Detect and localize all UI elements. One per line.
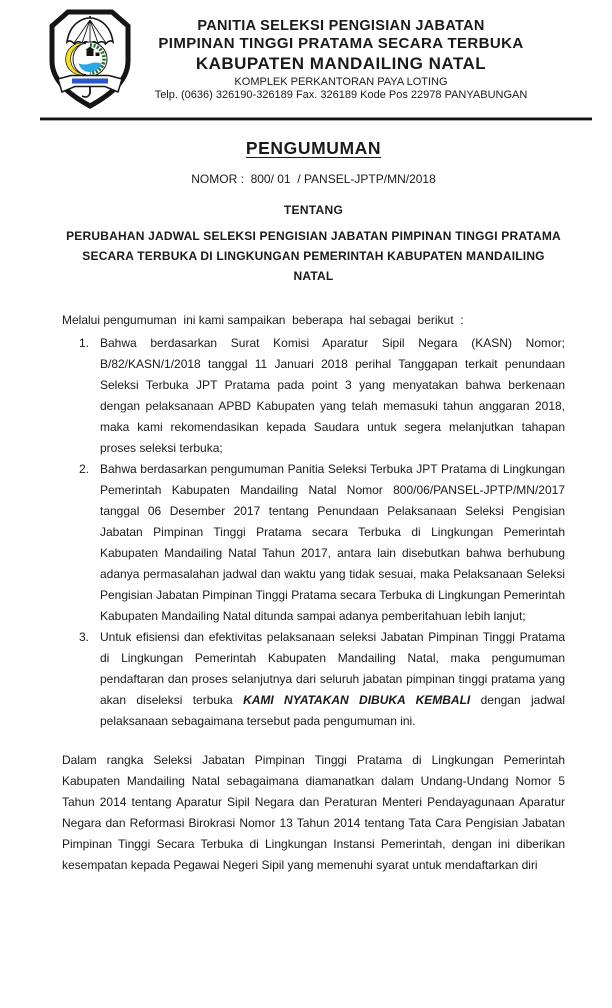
letterhead-text	[88, 17, 594, 102]
committee-name-line1: PANITIA SELEKSI PENGISIAN JABATAN	[197, 18, 485, 34]
about-label: TENTANG	[283, 203, 344, 217]
contact-line: Telp. (0636) 326190-326189 Fax. 326189 Kode Pos 22978 PANYABUNGAN	[154, 89, 528, 101]
document-number: NOMOR : 800/ 01 / PANSEL-JPTP/MN/2018	[191, 172, 436, 186]
list-item-text: Bahwa berdasarkan pengumuman Panitia Seleksi Terbuka JPT Pratama di Lingkungan Pemerintah Kabupaten Mandailing Natal Nomor 800/06/PANSEL-JPTP/MN/2017 tanggal 06 Desember 2017 tentang Penundaan Pelaksanaan Seleksi Pengisian Jabatan Pimpinan Tinggi Pratama secara Terbuka di Lingkungan Pemerintah Kabupaten Mandailing Natal Tahun 2017, antara lain disebutkan bahwa berhubung adanya permasalahan jadwal dan waktu yang tidak sesuai, maka Pelaksanaan Seleksi Pengisian Jabatan Pimpinan Tinggi Pratama secara Terbuka di Lingkungan Pemerintah Kabupaten Mandailing Natal ditunda sampai adanya pemberitahuan lebih lanjut;	[100, 462, 565, 623]
document-title: PENGUMUMAN	[245, 138, 382, 158]
subject-title	[62, 226, 565, 286]
letterhead-divider	[40, 117, 592, 121]
list-item-number: 3.	[79, 630, 90, 644]
document-body	[62, 123, 565, 876]
emphasized-statement: KAMI NYATAKAN DIBUKA KEMBALI	[243, 693, 471, 707]
list-item-text	[100, 627, 565, 732]
office-address: KOMPLEK PERKANTORAN PAYA LOTING	[234, 76, 448, 88]
list-item-text: Bahwa berdasarkan Surat Komisi Aparatur Sipil Negara (KASN) Nomor; B/82/KASN/1/2018 tanggal 11 Januari 2018 perihal Tanggapan terkait penundaan Seleksi Terbuka JPT Pratama pada point 3 yang menyatakan bahwa berkenaan dengan pelaksanaan APBD Kabupaten yang telah memasuki tahun anggaran 2018, maka kami rekomendasikan kepada Saudara untuk segera melanjutkan tahapan proses seleksi terbuka;	[100, 336, 565, 455]
list-item	[79, 627, 565, 732]
list-item-text-before: Untuk efisiensi dan efektivitas pelaksanaan seleksi Jabatan Pimpinan Tinggi Pratama di Lingkungan Pemerintah Kabupaten Mandailing Natal, maka pengumuman pendaftaran dan proses selanjutnya dari seluruh jabatan pimpinan tinggi pratama yang akan diseleksi terbuka	[100, 630, 565, 707]
list-item-number: 1.	[79, 336, 90, 350]
list-item	[79, 333, 565, 459]
closing-paragraph: Dalam rangka Seleksi Jabatan Pimpinan Tinggi Pratama di Lingkungan Pemerintah Kabupaten Mandailing Natal sebagaimana diamanatkan dalam Undang-Undang Nomor 5 Tahun 2014 tentang Aparatur Sipil Negara dan Peraturan Menteri Pendayagunaan Aparatur Negara dan Reformasi Birokrasi Nomor 13 Tahun 2014 tentang Tata Cara Pengisian Jabatan Pimpinan Tinggi Secara Terbuka di Lingkungan Instansi Pemerintah, dengan ini diberikan kesempatan kepada Pegawai Negeri Sipil yang memenuhi syarat untuk mendaftarkan diri	[62, 753, 565, 872]
numbered-list	[62, 333, 565, 732]
regency-name: KABUPATEN MANDAILING NATAL	[195, 54, 487, 73]
committee-name-line2: PIMPINAN TINGGI PRATAMA SECARA TERBUKA	[158, 35, 524, 52]
letterhead	[0, 0, 612, 117]
subject-line1: PERUBAHAN JADWAL SELEKSI PENGISIAN JABATAN PIMPINAN TINGGI PRATAMA	[66, 229, 561, 243]
list-item	[79, 459, 565, 627]
subject-line2: SECARA TERBUKA DI LINGKUNGAN PEMERINTAH KABUPATEN MANDAILING NATAL	[82, 249, 545, 283]
list-item-text-after: dengan jadwal pelaksanaan sebagaimana tersebut pada pengumuman ini.	[100, 693, 565, 728]
list-item-number: 2.	[79, 462, 90, 476]
intro-paragraph: Melalui pengumuman ini kami sampaikan beberapa hal sebagai berikut :	[62, 313, 464, 327]
